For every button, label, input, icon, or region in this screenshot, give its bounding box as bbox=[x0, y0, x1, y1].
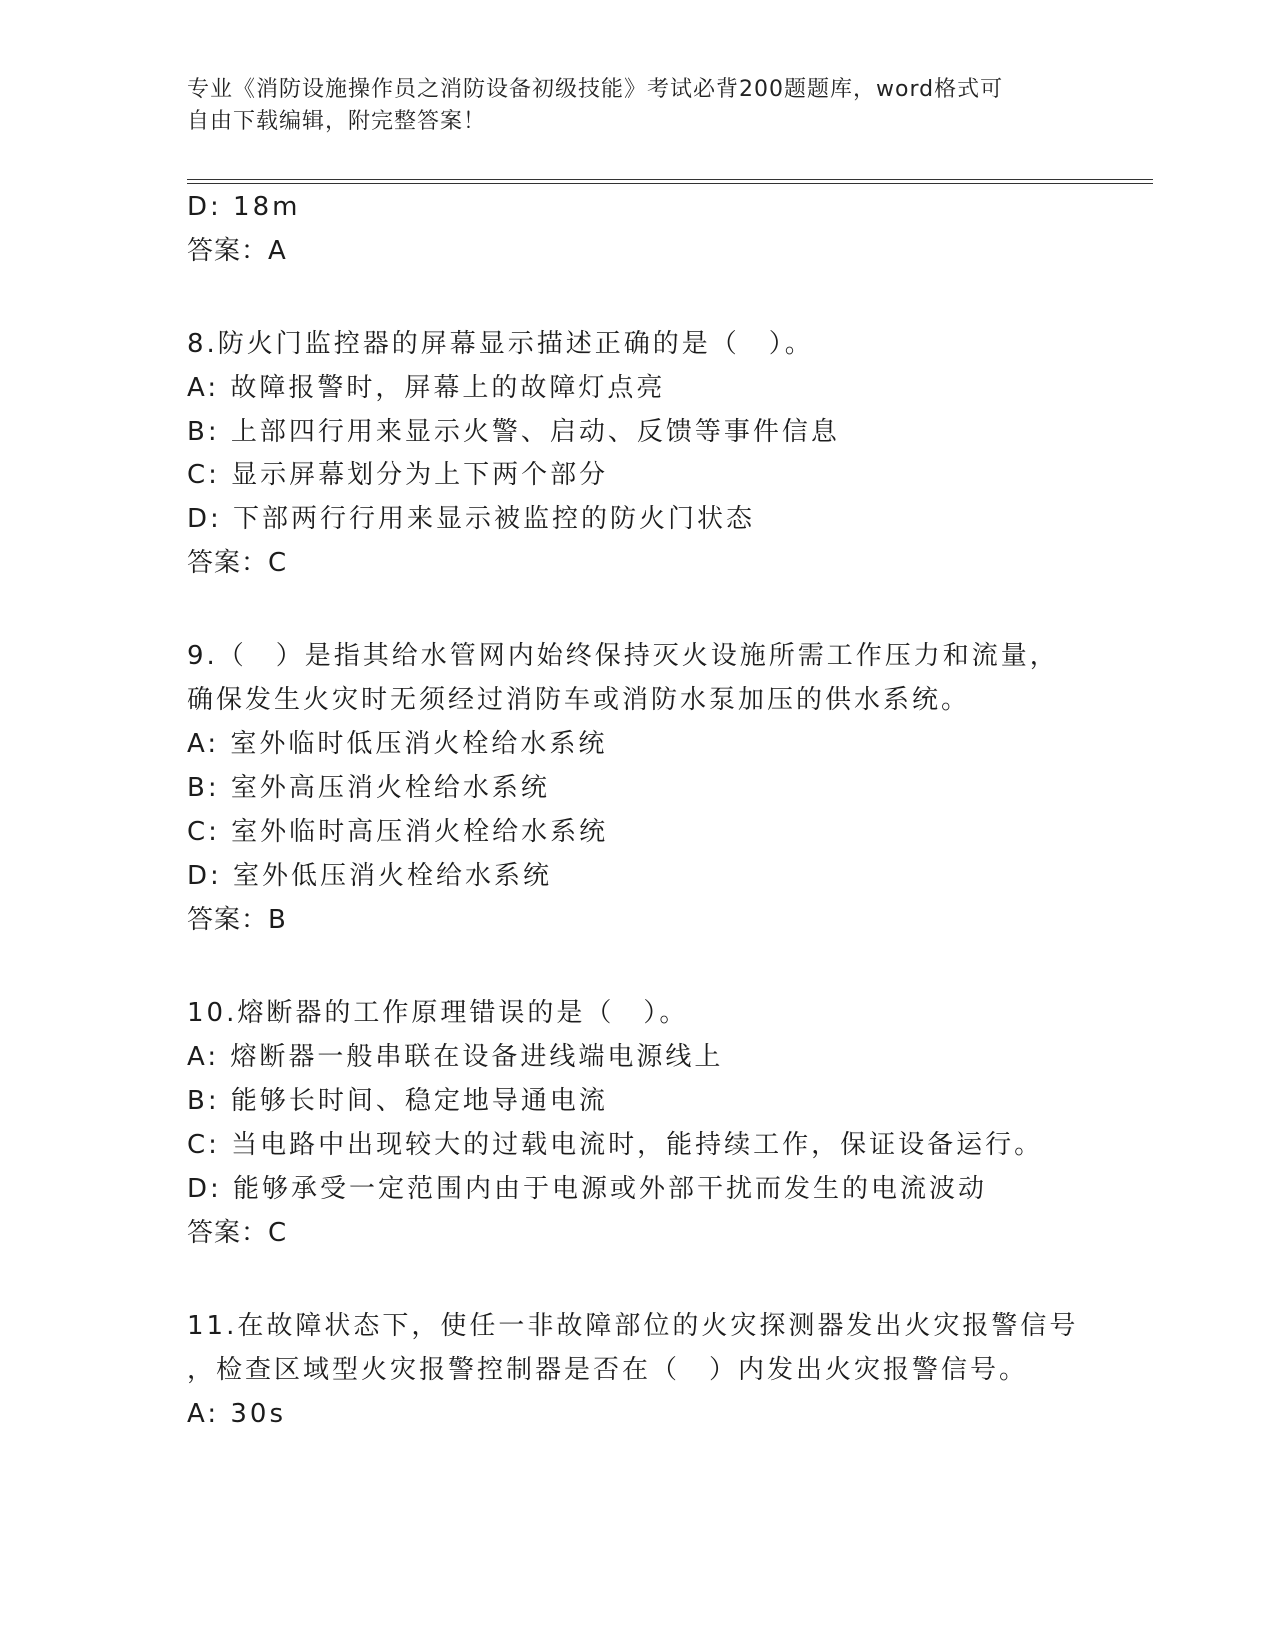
q11-stem-line-2: ，检查区域型火灾报警控制器是否在（ ）内发出火灾报警信号。 bbox=[187, 1355, 1029, 1385]
q9-option-a: A: 室外临时低压消火栓给水系统 bbox=[187, 729, 608, 759]
q8-answer: 答案：C bbox=[187, 548, 288, 578]
q10-answer: 答案：C bbox=[187, 1218, 288, 1248]
header-line-1: 专业《消防设施操作员之消防设备初级技能》考试必背200题题库，word格式可 bbox=[187, 77, 1004, 102]
q9-option-d: D: 室外低压消火栓给水系统 bbox=[187, 861, 553, 891]
q11-stem-line-1: 11.在故障状态下，使任一非故障部位的火灾探测器发出火灾报警信号 bbox=[187, 1311, 1079, 1341]
q10-option-c: C: 当电路中出现较大的过载电流时，能持续工作，保证设备运行。 bbox=[187, 1130, 1044, 1160]
document-header bbox=[187, 74, 1067, 138]
q10-option-a: A: 熔断器一般串联在设备进线端电源线上 bbox=[187, 1042, 724, 1072]
q8-stem: 8.防火门监控器的屏幕显示描述正确的是（ ）。 bbox=[187, 329, 814, 359]
q9-stem-line-1: 9.（ ）是指其给水管网内始终保持灭火设施所需工作压力和流量， bbox=[187, 641, 1059, 671]
q9-option-b: B: 室外高压消火栓给水系统 bbox=[187, 773, 550, 803]
prev-answer: 答案：A bbox=[187, 236, 287, 266]
q9-option-c: C: 室外临时高压消火栓给水系统 bbox=[187, 817, 609, 847]
q8-option-c: C: 显示屏幕划分为上下两个部分 bbox=[187, 460, 609, 490]
header-divider-bottom bbox=[187, 183, 1153, 184]
q8-option-a: A: 故障报警时，屏幕上的故障灯点亮 bbox=[187, 373, 666, 403]
header-divider-top bbox=[187, 179, 1153, 180]
q10-option-b: B: 能够长时间、稳定地导通电流 bbox=[187, 1086, 608, 1116]
header-line-2: 自由下载编辑，附完整答案！ bbox=[187, 109, 487, 134]
q10-option-d: D: 能够承受一定范围内由于电源或外部干扰而发生的电流波动 bbox=[187, 1174, 988, 1204]
q9-answer: 答案：B bbox=[187, 905, 287, 935]
prev-option-d: D: 18m bbox=[187, 192, 301, 222]
q9-stem-line-2: 确保发生火灾时无须经过消防车或消防水泵加压的供水系统。 bbox=[187, 685, 971, 715]
q8-option-d: D: 下部两行行用来显示被监控的防火门状态 bbox=[187, 504, 756, 534]
q8-option-b: B: 上部四行用来显示火警、启动、反馈等事件信息 bbox=[187, 417, 840, 447]
q10-stem: 10.熔断器的工作原理错误的是（ ）。 bbox=[187, 998, 689, 1028]
q11-option-a: A: 30s bbox=[187, 1399, 286, 1429]
